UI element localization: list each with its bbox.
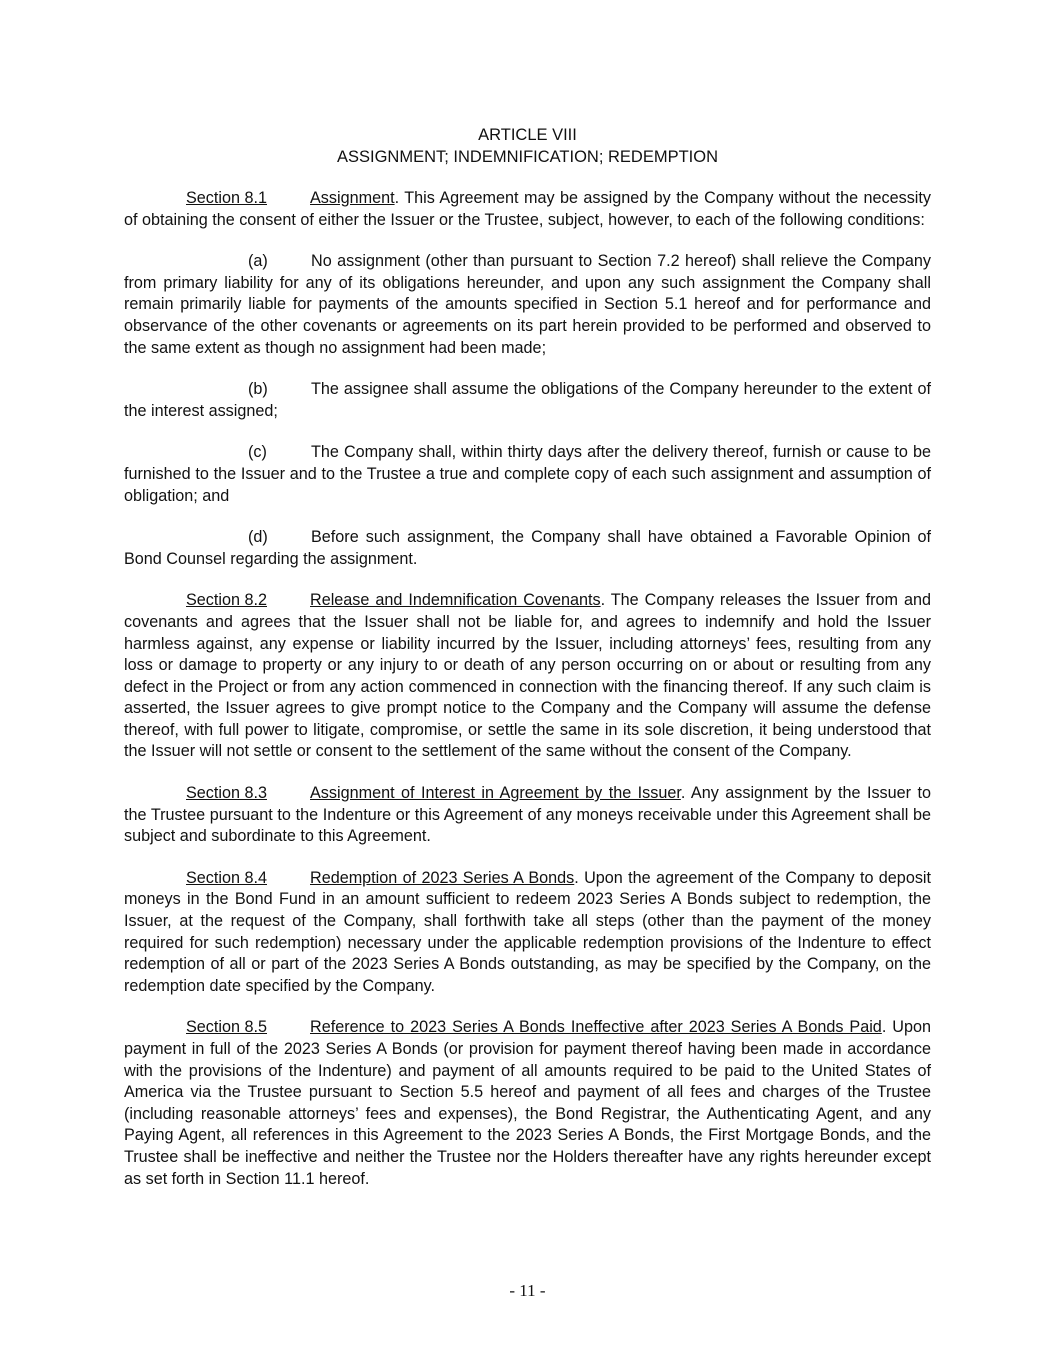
list-item bbox=[124, 442, 931, 507]
document-page bbox=[124, 124, 931, 1210]
section-title: Redemption of 2023 Series A Bonds bbox=[310, 868, 575, 887]
section-label: Section 8.2 bbox=[186, 591, 267, 610]
section-title: Reference to 2023 Series A Bonds Ineffective after 2023 Series A Bonds Paid bbox=[310, 1018, 882, 1037]
section-body: . Upon payment in full of the 2023 Series A Bonds (or provision for payment thereof having been made in accordance with the provisions of the Indenture) and payment of all amounts required to be paid to the United States of America via the Trustee pursuant to Section 5.5 hereof and payment of all fees and charges of the Trustee (including reasonable attorneys’ fees and expenses), the Bond Registrar, the Authenticating Agent, and any Paying Agent, all references in this Agreement to the 2023 Series A Bonds, the First Mortgage Bonds, and the Trustee shall be ineffective and neither the Trustee nor the Holders thereafter have any rights hereunder except as set forth in Section 11.1 hereof. bbox=[124, 1018, 931, 1188]
item-body: Before such assignment, the Company shall have obtained a Favorable Opinion of Bond Counsel regarding the assignment. bbox=[124, 528, 931, 568]
section-body: . The Company releases the Issuer from and covenants and agrees that the Issuer shall not be liable for, and agrees to indemnify and hold the Issuer harmless against, any expense or liability incurred by the Issuer, including attorneys’ fees, resulting from any loss or damage to property or any injury to or death of any person occurring on or about or resulting from any defect in the Project or from any action commenced in connection with the financing thereof. If any such claim is asserted, the Issuer agrees to give prompt notice to the Company and the Company will assume the defense thereof, with full power to litigate, compromise, or settle the same in its sole discretion, it being understood that the Issuer will not settle or consent to the settlement of the same without the consent of the Company. bbox=[124, 591, 931, 761]
item-label: (b) bbox=[248, 380, 268, 399]
list-item bbox=[124, 527, 931, 570]
section-paragraph bbox=[124, 590, 931, 763]
section-label: Section 8.4 bbox=[186, 868, 267, 887]
article-heading bbox=[124, 124, 931, 168]
section-paragraph bbox=[124, 783, 931, 848]
section-label: Section 8.3 bbox=[186, 784, 267, 803]
section-title: Assignment of Interest in Agreement by the Issuer bbox=[310, 784, 681, 803]
item-body: The Company shall, within thirty days after the delivery thereof, furnish or cause to be furnished to the Issuer and to the Trustee a true and complete copy of each such assignment and assumption of obligation; and bbox=[124, 443, 931, 505]
item-body: No assignment (other than pursuant to Section 7.2 hereof) shall relieve the Company from primary liability for any of its obligations hereunder, and upon any such assignment the Company shall remain primarily liable for payments of the amounts specified in Section 5.1 hereof and for performance and observance of the other covenants or agreements on its part herein provided to be performed and observed to the same extent as though no assignment had been made; bbox=[124, 252, 931, 357]
section-body: . Upon the agreement of the Company to deposit moneys in the Bond Fund in an amount sufficient to redeem 2023 Series A Bonds subject to redemption, the Issuer, at the request of the Company, shall forthwith take all steps (other than the payment of the money required for such redemption) necessary under the applicable redemption provisions of the Indenture to effect redemption of all or part of the 2023 Series A Bonds outstanding, as may be specified by the Company, on the redemption date specified by the Company. bbox=[124, 868, 932, 995]
section-paragraph bbox=[124, 188, 931, 231]
section-title: Release and Indemnification Covenants bbox=[310, 591, 601, 610]
section-title: Assignment bbox=[310, 189, 395, 207]
list-item bbox=[124, 379, 931, 422]
item-label: (a) bbox=[248, 252, 268, 271]
page-number: - 11 - bbox=[509, 1281, 546, 1300]
article-number: ARTICLE VIII bbox=[478, 126, 577, 144]
item-label: (c) bbox=[248, 443, 267, 462]
list-item bbox=[124, 251, 931, 359]
section-body: . Any assignment by the Issuer to the Trustee pursuant to the Indenture or this Agreement of any moneys receivable under this Agreement shall be subject and subordinate to this Agreement. bbox=[124, 784, 931, 846]
item-label: (d) bbox=[248, 528, 268, 547]
item-body: The assignee shall assume the obligations of the Company hereunder to the extent of the interest assigned; bbox=[124, 380, 931, 420]
section-paragraph bbox=[124, 868, 931, 998]
section-label: Section 8.5 bbox=[186, 1018, 267, 1037]
section-paragraph bbox=[124, 1017, 931, 1190]
section-label: Section 8.1 bbox=[186, 189, 267, 207]
section-body: . This Agreement may be assigned by the Company without the necessity of obtaining the consent of either the Issuer or the Trustee, subject, however, to each of the following conditions: bbox=[124, 189, 931, 229]
article-title: ASSIGNMENT; INDEMNIFICATION; REDEMPTION bbox=[336, 148, 719, 166]
